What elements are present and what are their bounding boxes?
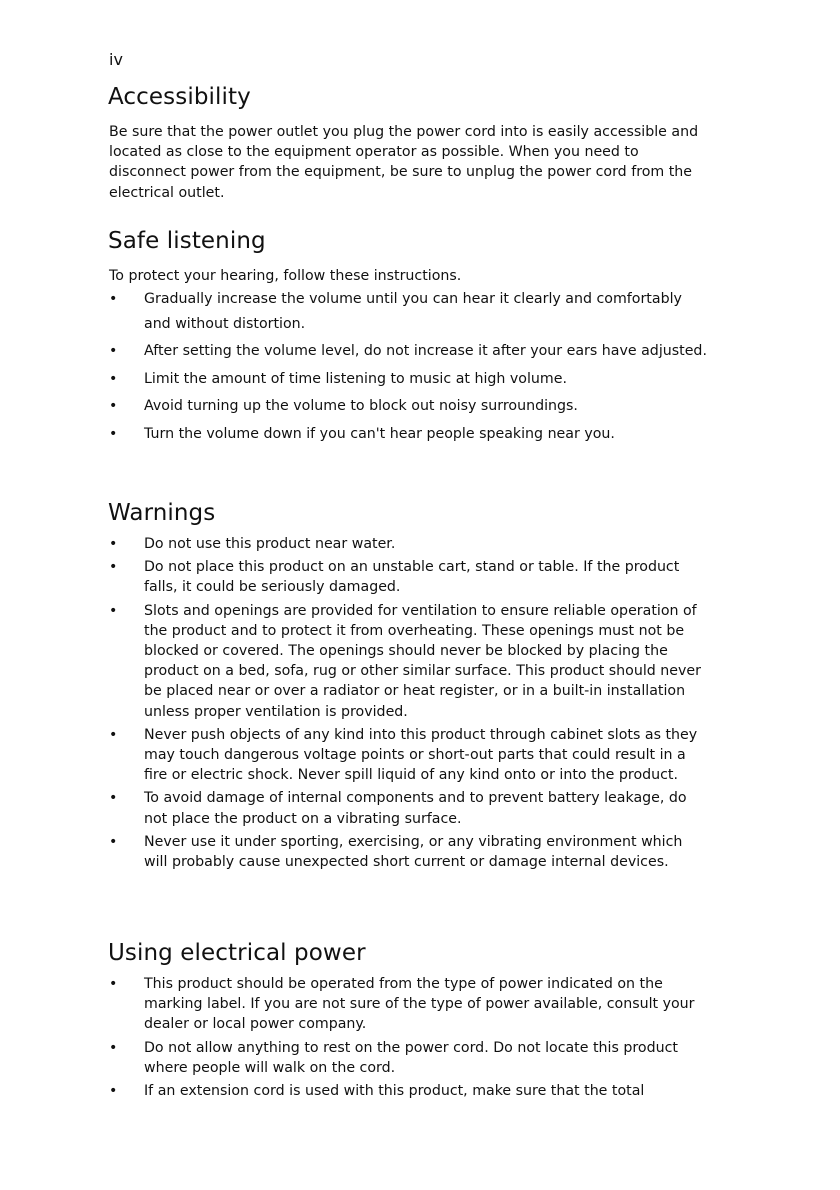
list-item bbox=[109, 601, 709, 722]
list-item-text: Turn the volume down if you can't hear people speaking near you. bbox=[144, 425, 615, 442]
bullet-icon: • bbox=[109, 833, 118, 850]
list-item bbox=[109, 832, 709, 872]
heading-using-electrical-power: Using electrical power bbox=[108, 940, 366, 966]
bullet-icon: • bbox=[109, 976, 118, 992]
heading-safe-listening: Safe listening bbox=[108, 228, 266, 254]
accessibility-paragraph: Be sure that the power outlet you plug the power cord into is easily accessible and located as close to the equipment operator as possible. When you need to disconnect power from the equipment, be sure to unplug the power cord from the electrical outlet. bbox=[109, 124, 699, 201]
list-item-text: Limit the amount of time listening to music at high volume. bbox=[144, 370, 567, 387]
bullet-icon: • bbox=[109, 425, 118, 442]
warnings-list bbox=[109, 534, 709, 875]
bullet-icon: • bbox=[109, 370, 118, 387]
bullet-icon: • bbox=[109, 1083, 118, 1100]
heading-accessibility: Accessibility bbox=[108, 84, 251, 110]
list-item-text: Never push objects of any kind into this product through cabinet slots as they may touch dangerous voltage points or short-out parts that could result in a fire or electric shock. Never spill liquid of any kind onto or into the product. bbox=[144, 726, 698, 784]
list-item-text: Do not allow anything to rest on the power cord. Do not locate this product where people will walk on the cord. bbox=[144, 1039, 678, 1076]
list-item bbox=[109, 557, 709, 597]
bullet-icon: • bbox=[109, 559, 118, 576]
safe-listening-intro: To protect your hearing, follow these instructions. bbox=[109, 268, 462, 284]
list-item bbox=[109, 287, 709, 336]
list-item bbox=[109, 367, 709, 392]
bullet-icon: • bbox=[109, 398, 118, 414]
bullet-icon: • bbox=[109, 291, 118, 307]
list-item-text: Avoid turning up the volume to block out noisy surroundings. bbox=[144, 398, 578, 414]
heading-warnings: Warnings bbox=[108, 500, 216, 526]
list-item bbox=[109, 725, 709, 786]
bullet-icon: • bbox=[109, 343, 118, 359]
list-item-text: After setting the volume level, do not increase it after your ears have adjusted. bbox=[144, 343, 707, 359]
bullet-icon: • bbox=[109, 726, 118, 743]
bullet-icon: • bbox=[109, 1039, 118, 1056]
list-item-text: Do not use this product near water. bbox=[144, 536, 396, 552]
list-item-text: To avoid damage of internal components and to prevent battery leakage, do not place the product on a vibrating surface. bbox=[144, 790, 687, 827]
electrical-power-list bbox=[109, 974, 709, 1104]
safe-listening-list bbox=[109, 287, 709, 449]
list-item-text: This product should be operated from the type of power indicated on the marking label. If you are not sure of the type of power available, consult your dealer or local power company. bbox=[144, 976, 695, 1033]
bullet-icon: • bbox=[109, 602, 118, 619]
list-item-text: Do not place this product on an unstable cart, stand or table. If the product falls, it could be seriously damaged. bbox=[144, 559, 680, 596]
list-item bbox=[109, 974, 709, 1035]
bullet-icon: • bbox=[109, 536, 118, 552]
list-item bbox=[109, 394, 709, 419]
list-item bbox=[109, 339, 709, 364]
list-item-text: Never use it under sporting, exercising, or any vibrating environment which will probably cause unexpected short current or damage internal devices. bbox=[144, 833, 683, 871]
list-item bbox=[109, 788, 709, 828]
list-item bbox=[109, 1038, 709, 1078]
list-item-text: Gradually increase the volume until you can hear it clearly and comfortably and without distortion. bbox=[144, 291, 682, 332]
list-item bbox=[109, 534, 709, 554]
list-item-text: Slots and openings are provided for ventilation to ensure reliable operation of the product and to protect it from overheating. These openings must not be blocked or covered. The openings should never be blocked by placing the product on a bed, sofa, rug or other similar surface. This product should never be placed near or over a radiator or heat register, or in a built-in installation unless proper ventilation is provided. bbox=[144, 602, 701, 720]
list-item bbox=[109, 422, 709, 447]
list-item-text: If an extension cord is used with this product, make sure that the total bbox=[144, 1083, 645, 1100]
page-number: iv bbox=[109, 50, 123, 69]
list-item bbox=[109, 1081, 709, 1101]
bullet-icon: • bbox=[109, 790, 118, 807]
